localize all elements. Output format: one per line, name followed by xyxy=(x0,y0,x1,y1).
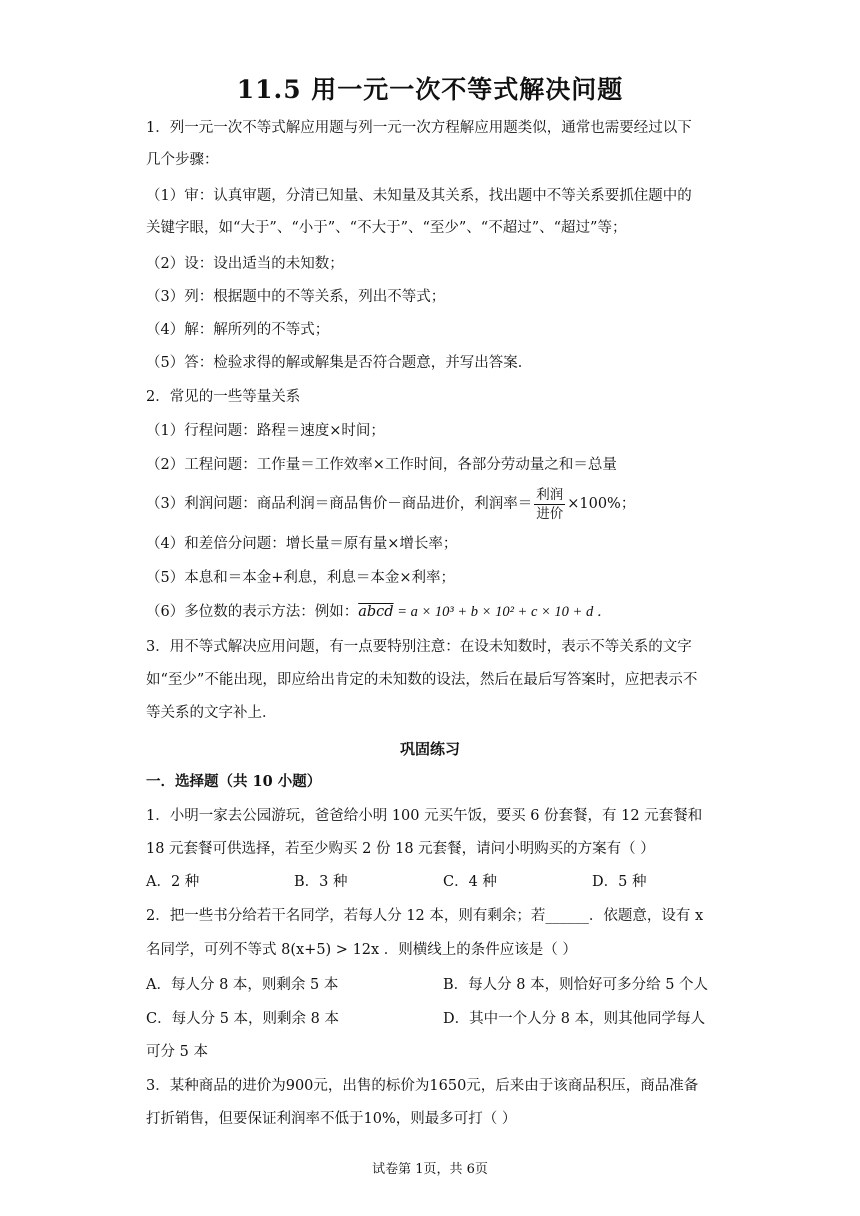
question-2-option-d: D．其中一个人分 8 本，则其他同学每人 xyxy=(443,1011,706,1027)
intro-point-1-line-2: 几个步骤： xyxy=(146,152,219,168)
relation-6-text: （6）多位数的表示方法：例如： xyxy=(146,604,359,620)
relation-1: （1）行程问题：路程＝速度×时间； xyxy=(146,423,385,439)
multi-digit-formula: = a × 10³ + b × 10² + c × 10 + d ． xyxy=(393,604,612,620)
relation-5: （5）本息和＝本金+利息，利息＝本金×利率； xyxy=(146,570,456,586)
relation-6 xyxy=(146,602,726,622)
intro-point-2: 2．常见的一些等量关系 xyxy=(146,389,301,405)
step-1-line-2: 关键字眼，如“大于”、“小于”、“不大于”、“至少”、“不超过”、“超过”等； xyxy=(146,220,627,236)
question-1-option-d: D．5 种 xyxy=(592,874,647,890)
question-1-option-a: A．2 种 xyxy=(146,874,200,890)
intro-point-3-line-2: 如“至少”不能出现，即应给出肯定的未知数的设法，然后在最后写答案时，应把表示不 xyxy=(146,672,698,688)
question-2-option-c: C．每人分 5 本，则剩余 8 本 xyxy=(146,1011,339,1027)
relation-3-text: （3）利润问题：商品利润＝商品售价－商品进价，利润率＝ xyxy=(146,496,533,512)
question-1-line-2: 18 元套餐可供选择，若至少购买 2 份 18 元套餐，请问小明购买的方案有（ ） xyxy=(146,841,655,857)
intro-point-3-line-3: 等关系的文字补上． xyxy=(146,705,277,721)
fraction-denominator: 进价 xyxy=(536,505,564,522)
question-2-option-b: B．每人分 8 本，则恰好可多分给 5 个人 xyxy=(443,977,709,993)
relation-3-suffix: ×100%； xyxy=(567,496,636,512)
question-3-line-1: 3．某种商品的进价为900元，出售的标价为1650元，后来由于该商品积压，商品准备 xyxy=(146,1078,699,1094)
profit-rate-fraction xyxy=(534,486,565,523)
page-footer: 试卷第 1页，共 6页 xyxy=(372,1162,488,1177)
question-2-option-d-continued: 可分 5 本 xyxy=(146,1044,208,1060)
step-3: （3）列：根据题中的不等关系，列出不等式； xyxy=(146,289,446,305)
step-5: （5）答：检验求得的解或解集是否符合题意，并写出答案． xyxy=(146,355,533,371)
intro-point-1-line-1: 1．列一元一次不等式解应用题与列一元一次方程解应用题类似，通常也需要经过以下 xyxy=(146,120,692,136)
question-2-option-a: A．每人分 8 本，则剩余 5 本 xyxy=(146,977,339,993)
practice-heading: 巩固练习 xyxy=(399,740,460,758)
relation-4: （4）和差倍分问题：增长量＝原有量×增长率； xyxy=(146,536,458,552)
intro-point-3-line-1: 3．用不等式解决应用问题，有一点要特别注意：在设未知数时，表示不等关系的文字 xyxy=(146,639,692,655)
relation-2: （2）工程问题：工作量＝工作效率×工作时间，各部分劳动量之和＝总量 xyxy=(146,457,617,473)
page-title: 11.5 用一元一次不等式解决问题 xyxy=(236,75,624,104)
step-4: （4）解：解所列的不等式； xyxy=(146,322,330,338)
relation-3 xyxy=(146,484,726,524)
question-1-line-1: 1．小明一家去公园游玩，爸爸给小明 100 元买午饭，要买 6 份套餐，有 12 元套餐和 xyxy=(146,808,703,824)
fraction-numerator: 利润 xyxy=(536,486,564,503)
step-1-line-1: （1）审：认真审题，分清已知量、未知量及其关系，找出题中不等关系要抓住题中的 xyxy=(146,188,692,204)
choice-section-title: 一．选择题（共 10 小题） xyxy=(146,773,322,790)
question-2-line-2: 名同学，可列不等式 8(x+5) > 12x ．则横线上的条件应该是（ ） xyxy=(146,942,577,958)
question-3-line-2: 打折销售，但要保证利润率不低于10%，则最多可打（ ） xyxy=(146,1111,517,1127)
question-1-option-c: C．4 种 xyxy=(443,874,497,890)
question-1-option-b: B．3 种 xyxy=(294,874,348,890)
multi-digit-number: abcd xyxy=(358,604,394,620)
step-2: （2）设：设出适当的未知数； xyxy=(146,256,344,272)
question-2-line-1: 2．把一些书分给若干名同学，若每人分 12 本，则有剩余；若______．依题意，设有 x xyxy=(146,908,704,924)
